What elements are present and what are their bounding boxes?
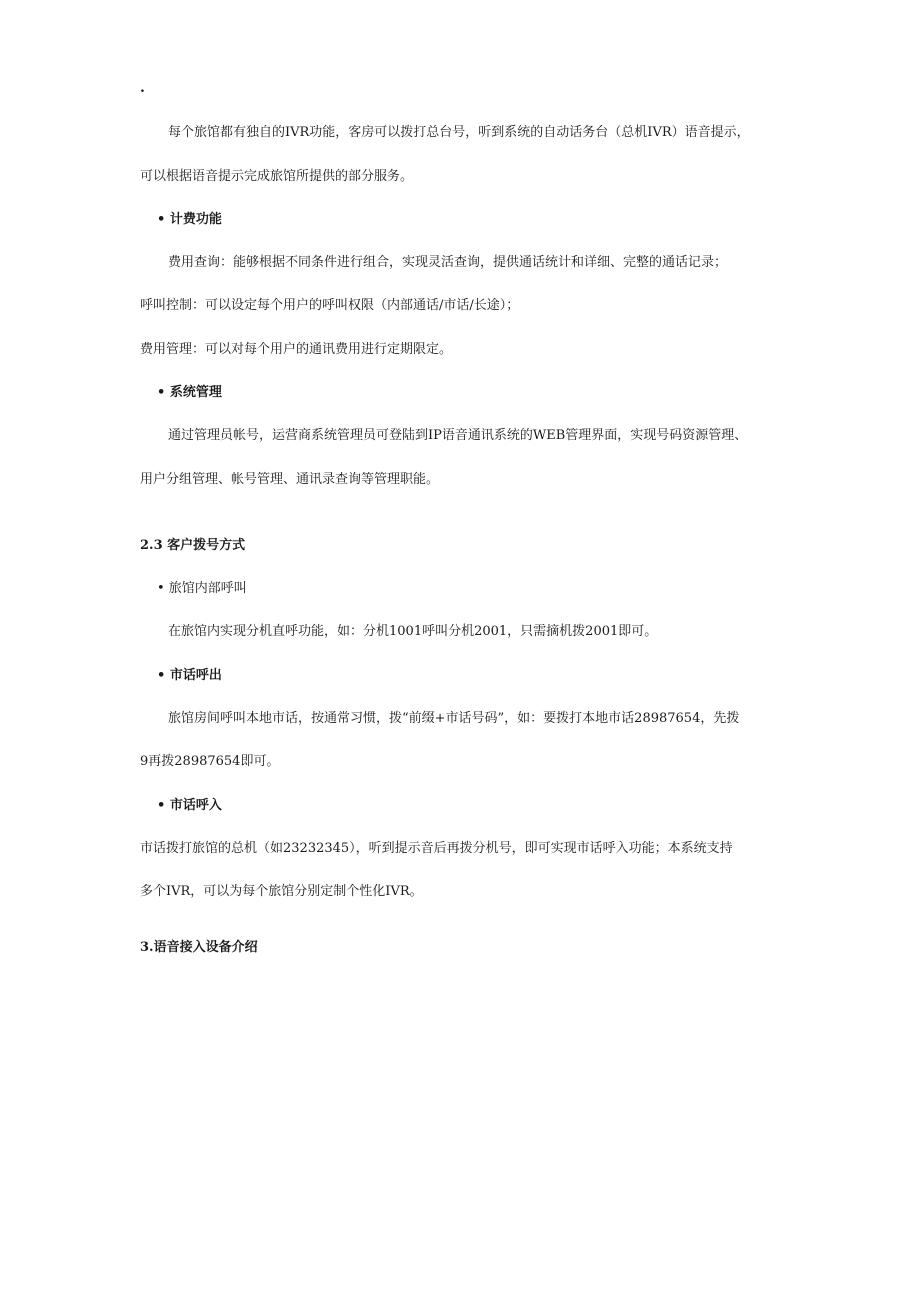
top-dot-mark: . <box>140 80 145 96</box>
ivr-paragraph-line-1: 每个旅馆都有独自的IVR功能，客房可以拨打总台号，听到系统的自动话务台（总机IVR）语音提示， <box>168 125 750 140</box>
fee-management-text: 费用管理：可以对每个用户的通讯费用进行定期限定。 <box>140 342 453 357</box>
system-management-heading: • 系统管理 <box>157 385 222 400</box>
local-outbound-line-1: 旅馆房间呼叫本地市话，按通常习惯，拨“前缀+市话号码”，如：要拨打本地市话28987654，先拨 <box>168 711 740 726</box>
local-inbound-heading: • 市话呼入 <box>157 798 222 813</box>
local-outbound-line-2: 9再拨28987654即可。 <box>140 754 280 769</box>
system-management-line-1: 通过管理员帐号，运营商系统管理员可登陆到IP语音通讯系统的WEB管理界面，实现号码资源管理、 <box>168 428 748 443</box>
local-inbound-line-2: 多个IVR，可以为每个旅馆分别定制个性化IVR。 <box>140 884 423 899</box>
local-outbound-heading: • 市话呼出 <box>157 668 222 683</box>
ivr-paragraph-line-2: 可以根据语音提示完成旅馆所提供的部分服务。 <box>140 169 414 184</box>
system-management-line-2: 用户分组管理、帐号管理、通讯录查询等管理职能。 <box>140 472 440 487</box>
call-control-text: 呼叫控制：可以设定每个用户的呼叫权限（内部通话/市话/长途）； <box>140 298 520 313</box>
section-2-3-heading: 2.3 客户拨号方式 <box>140 538 246 553</box>
section-3-heading: 3.语音接入设备介绍 <box>140 940 258 955</box>
billing-query-text: 费用查询：能够根据不同条件进行组合，实现灵活查询，提供通话统计和详细、完整的通话记录； <box>168 255 728 270</box>
internal-call-text: 在旅馆内实现分机直呼功能，如：分机1001呼叫分机2001，只需摘机拨2001即可。 <box>168 624 658 639</box>
local-inbound-line-1: 市话拨打旅馆的总机（如23232345），听到提示音后再拨分机号，即可实现市话呼入功能；本系统支持 <box>140 841 733 856</box>
internal-call-heading: • 旅馆内部呼叫 <box>157 581 247 596</box>
billing-heading: • 计费功能 <box>157 212 222 227</box>
